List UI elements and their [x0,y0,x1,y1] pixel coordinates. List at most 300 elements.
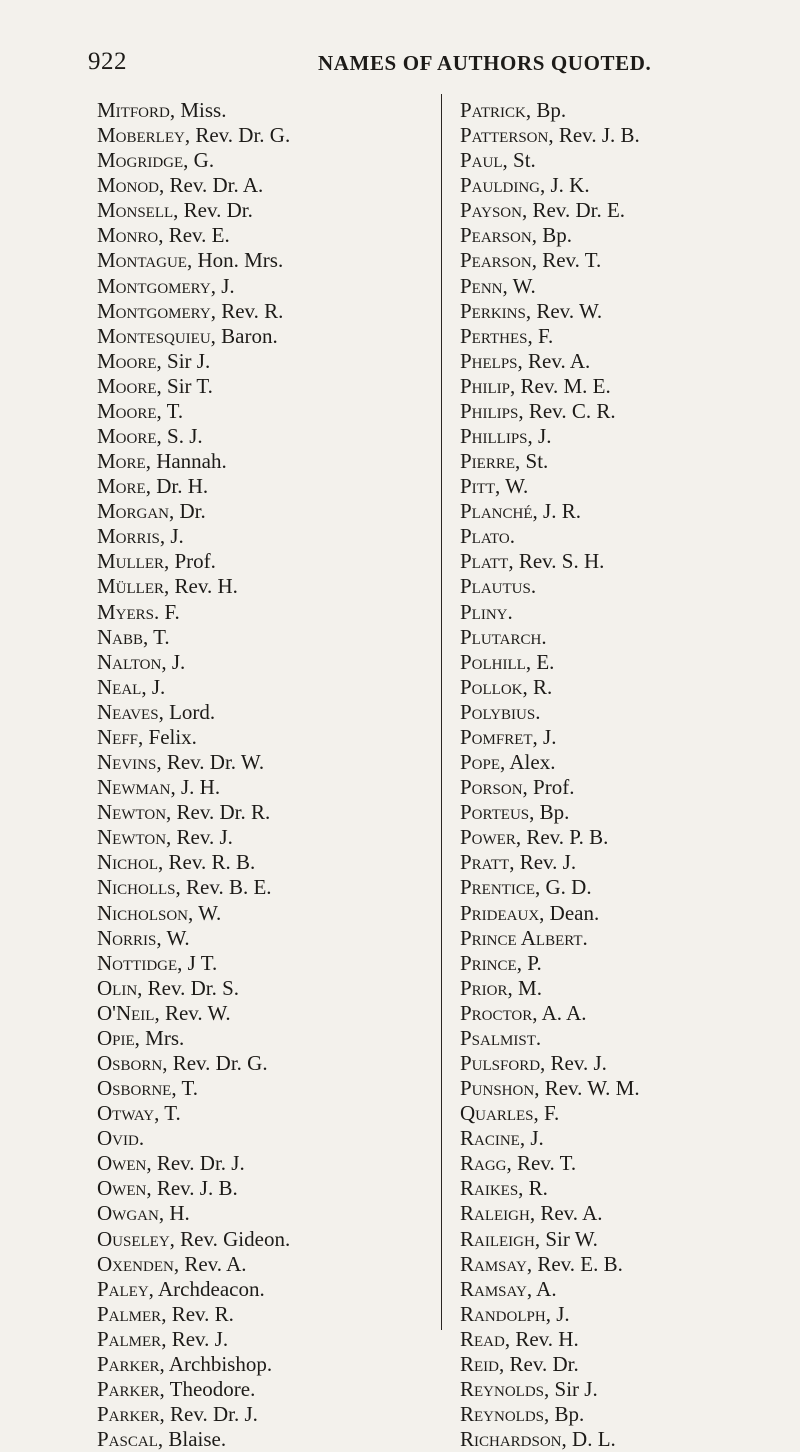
author-entry [460,1051,790,1076]
author-entry [460,825,790,850]
author-surname: Newton [97,800,167,825]
author-entry [460,248,790,273]
author-given-name: , Rev. Dr. W. [156,750,265,775]
author-given-name: , Blaise. [157,1427,227,1452]
author-surname: Polhill [460,649,526,674]
author-given-name: , Miss. [169,98,227,122]
author-given-name: , Rev. Dr. G. [184,123,291,148]
author-surname: Myers [97,599,155,624]
author-entry [97,1277,427,1302]
author-surname: Moberley [97,123,185,148]
author-surname: Osborn [97,1050,163,1075]
author-entry [460,173,790,198]
author-given-name: , Rev. Dr. J. [159,1402,258,1427]
author-given-name: , Rev. W. [154,1000,231,1025]
author-surname: Opie [97,1025,135,1050]
author-surname: Porteus [460,800,530,825]
author-surname: Nicholls [97,875,176,900]
author-entry [460,725,790,750]
author-entry [97,901,427,926]
author-entry [97,474,427,499]
author-surname: Pulsford [460,1050,541,1075]
author-surname: Richardson [460,1427,562,1452]
author-surname: Plato [460,524,510,549]
author-surname: Punshon [460,1076,535,1101]
author-entry [97,399,427,424]
author-given-name: , W. [502,273,536,298]
author-entry [460,1427,790,1452]
author-surname: Philips [460,398,519,423]
author-surname: Moore [97,373,157,398]
author-given-name: , Prof. [164,549,216,574]
author-entry [460,98,790,123]
author-entry [97,1352,427,1377]
author-surname: Power [460,825,516,850]
author-entry [460,625,790,650]
author-given-name: , Lord. [158,699,216,724]
author-given-name: , J T. [177,950,218,975]
author-given-name: , Archdeacon. [148,1276,265,1301]
author-given-name: , J. [141,674,166,699]
author-surname: Pierre [460,449,516,474]
author-surname: Pearson [460,248,532,273]
author-index-right-column [460,98,790,1452]
author-given-name: , W. [188,900,222,925]
author-given-name: . [509,524,515,549]
author-given-name: , Rev. R. [210,298,284,323]
author-entry [460,1201,790,1226]
author-entry [460,1126,790,1151]
author-surname: Morris [97,524,160,549]
author-entry [97,1327,427,1352]
author-entry [460,875,790,900]
author-entry [460,850,790,875]
author-surname: Neaves [97,699,159,724]
author-given-name: , J. H. [170,775,221,800]
author-given-name: , J. K. [540,173,590,198]
author-surname: Perthes [460,323,528,348]
author-entry [460,775,790,800]
author-entry [460,675,790,700]
author-entry [460,800,790,825]
author-surname: Plutarch [460,624,542,649]
author-entry [97,1402,427,1427]
author-given-name: , Rev. A. [529,1201,603,1226]
author-given-name: , F. [527,323,554,348]
author-surname: Ragg [460,1151,507,1176]
author-entry [97,1076,427,1101]
author-entry [97,800,427,825]
author-entry [97,299,427,324]
author-entry [460,1101,790,1126]
author-surname: Patrick [460,98,526,122]
author-surname: Mogridge [97,148,184,173]
author-entry [97,976,427,1001]
author-entry [97,1101,427,1126]
author-entry [97,1051,427,1076]
author-given-name: , J. [159,524,184,549]
author-entry [97,750,427,775]
author-surname: Psalmist [460,1025,536,1050]
author-given-name: , Rev. M. E. [510,373,611,398]
author-given-name: , J. [532,724,557,749]
author-entry [97,951,427,976]
author-entry [460,474,790,499]
author-given-name: , J. [161,649,186,674]
author-entry [460,1402,790,1427]
author-entry [97,374,427,399]
author-surname: Paul [460,148,503,173]
author-given-name: , Bp. [525,98,567,122]
author-entry [460,600,790,625]
author-entry [460,1302,790,1327]
author-surname: Owgan [97,1201,159,1226]
author-given-name: , A. [526,1276,557,1301]
author-entry [460,524,790,549]
author-entry [97,1176,427,1201]
author-given-name: , Dr. H. [145,474,209,499]
author-entry [460,1026,790,1051]
author-entry [460,1252,790,1277]
author-given-name: , Dr. [169,499,206,524]
author-surname: Pascal [97,1427,158,1452]
author-surname: Prentice [460,875,536,900]
author-surname: Prideaux [460,900,540,925]
author-entry [460,1327,790,1352]
author-given-name: , R. [522,674,553,699]
author-surname: Neal [97,674,142,699]
author-given-name: . [535,1025,542,1050]
author-entry [97,875,427,900]
author-surname: Montague [97,248,187,273]
author-surname: Nicholson [97,900,189,925]
author-surname: Newman [97,775,171,800]
author-given-name: , J. [527,424,552,449]
author-given-name: , Sir W. [534,1226,598,1251]
author-surname: Pitt [460,474,495,499]
author-surname: Perkins [460,298,526,323]
author-surname: Penn [460,273,503,298]
author-entry [460,123,790,148]
author-given-name: , Felix. [138,724,197,749]
author-surname: Pollok [460,674,523,699]
author-surname: Moore [97,348,157,373]
author-entry [460,1076,790,1101]
author-entry [97,775,427,800]
author-entry [97,1302,427,1327]
author-surname: Reid [460,1351,499,1376]
author-surname: Montgomery [97,298,211,323]
author-entry [460,449,790,474]
author-given-name: , T. [154,1101,181,1126]
author-surname: Patterson [460,123,549,148]
author-surname: Phelps [460,348,518,373]
author-entry [97,850,427,875]
author-given-name: , A. A. [532,1000,587,1025]
author-surname: Monro [97,223,159,248]
author-surname: Pratt [460,850,510,875]
author-entry [97,449,427,474]
author-surname: Raileigh [460,1226,535,1251]
author-surname: Moore [97,424,157,449]
author-given-name: , St. [502,148,536,173]
author-given-name: , T. [143,624,170,649]
author-given-name: , W. [495,474,529,499]
author-given-name: , Mrs. [134,1025,185,1050]
author-entry [460,1001,790,1026]
author-surname: Pearson [460,223,532,248]
author-given-name: , E. [525,649,555,674]
author-surname: Prior [460,975,508,1000]
author-given-name: , Bp. [544,1402,585,1427]
author-surname: Nevins [97,750,157,775]
author-given-name: , F. [533,1101,560,1126]
author-given-name: , Rev. S. H. [508,549,605,574]
author-entry [97,1427,427,1452]
author-entry [460,574,790,599]
author-given-name: , T. [156,398,184,423]
column-divider [441,94,442,1330]
author-entry [97,625,427,650]
author-surname: Morgan [97,499,170,524]
author-entry [97,600,427,625]
author-surname: Montgomery [97,273,211,298]
page-header [88,48,748,88]
author-entry [97,1126,427,1151]
author-given-name: , Rev. W. M. [534,1076,640,1101]
author-entry [460,499,790,524]
author-given-name: , G. D. [535,875,592,900]
author-entry [97,725,427,750]
author-entry [97,1151,427,1176]
author-surname: Pliny [460,599,508,624]
author-surname: Moore [97,398,157,423]
author-entry [460,1227,790,1252]
author-entry [97,1026,427,1051]
author-given-name: , Rev. Dr. R. [166,800,271,825]
author-given-name: , Rev. C. R. [518,398,616,423]
author-given-name: , W. [156,925,190,950]
author-entry [460,424,790,449]
author-entry [97,926,427,951]
author-given-name: . [541,624,547,649]
author-surname: Newton [97,825,167,850]
author-given-name: , Rev. J. [509,850,577,875]
author-given-name: , Rev. Dr. [499,1351,579,1376]
author-entry [97,1201,427,1226]
author-entry [460,549,790,574]
author-given-name: , Rev. P. B. [515,825,609,850]
author-given-name: , Rev. J. [161,1326,229,1351]
author-given-name: . [530,574,537,599]
author-given-name: , Rev. W. [525,298,603,323]
author-surname: Norris [97,925,157,950]
author-surname: Osborne [97,1076,172,1101]
author-surname: Mitford [97,98,170,122]
author-surname: Parker [97,1402,160,1427]
author-given-name: , Alex. [500,750,556,775]
author-entry [97,98,427,123]
author-index-left-column [97,98,427,1452]
author-given-name: , P. [516,950,542,975]
author-given-name: , Rev. Dr. J. [146,1151,245,1176]
author-entry [97,123,427,148]
author-surname: Prince [460,950,517,975]
author-surname: Paulding [460,173,540,198]
author-surname: Phillips [460,424,528,449]
author-surname: Montesquieu [97,323,211,348]
author-given-name: , Rev. R. [161,1301,234,1326]
author-surname: Nabb [97,624,144,649]
author-surname: Racine [460,1126,520,1151]
author-surname: More [97,449,146,474]
author-entry [97,148,427,173]
author-given-name: , Rev. Dr. S. [137,975,240,1000]
author-given-name: . [582,925,588,950]
author-entry [97,574,427,599]
author-given-name: , Rev. B. E. [175,875,272,900]
author-given-name: , Rev. T. [531,248,602,273]
author-given-name: , Bp. [529,800,570,825]
author-surname: Raikes [460,1176,519,1201]
author-given-name: , Rev. J. [166,825,233,850]
author-surname: Plautus [460,574,531,599]
author-entry [460,1352,790,1377]
author-given-name: , G. [183,148,215,173]
author-entry [460,399,790,424]
author-entry [97,173,427,198]
author-surname: O'Neil [97,1000,155,1025]
author-surname: Palmer [97,1326,162,1351]
author-surname: Neff [97,724,139,749]
author-entry [97,549,427,574]
author-entry [460,951,790,976]
author-surname: Owen [97,1151,147,1176]
author-surname: Prince Albert [460,925,583,950]
author-given-name: , Baron. [210,323,278,348]
author-surname: Nalton [97,649,162,674]
author-surname: Oxenden [97,1251,174,1276]
author-entry [460,223,790,248]
author-entry [97,650,427,675]
author-given-name: , Rev. A. [517,348,591,373]
author-given-name: , Rev. Dr. E. [521,198,626,223]
page-number: 922 [88,48,127,75]
author-surname: Randolph [460,1301,546,1326]
author-entry [460,901,790,926]
author-given-name: , M. [507,975,542,1000]
author-surname: Raleigh [460,1201,530,1226]
author-surname: Ovid [97,1126,139,1151]
author-given-name: , Rev. J. B. [146,1176,238,1201]
author-entry [97,1001,427,1026]
author-entry [460,299,790,324]
author-surname: Palmer [97,1301,162,1326]
author-surname: Otway [97,1101,155,1126]
author-surname: Read [460,1326,505,1351]
author-surname: Ramsay [460,1276,527,1301]
author-entry [97,524,427,549]
author-given-name: , Archbishop. [159,1351,273,1376]
author-surname: Monod [97,173,160,198]
author-entry [97,324,427,349]
author-entry [97,825,427,850]
author-surname: Reynolds [460,1376,545,1401]
author-given-name: , Rev. Dr. [173,198,253,223]
author-given-name: . F. [154,599,180,624]
author-given-name: , J. R. [532,499,581,524]
author-surname: Porson [460,775,523,800]
author-entry [460,650,790,675]
author-entry [97,223,427,248]
author-surname: Olin [97,975,138,1000]
author-surname: Polybius [460,699,536,724]
author-given-name: , Prof. [522,775,575,800]
author-surname: Nottidge [97,950,178,975]
author-entry [460,700,790,725]
author-entry [460,198,790,223]
author-entry [97,349,427,374]
author-given-name: , Theodore. [159,1376,256,1401]
author-given-name: , Dean. [539,900,600,925]
author-entry [97,424,427,449]
author-entry [460,1176,790,1201]
author-entry [97,499,427,524]
author-given-name: , S. J. [156,424,203,449]
author-given-name: , J. [210,273,235,298]
author-given-name: . [535,699,541,724]
author-entry [460,1151,790,1176]
author-entry [460,976,790,1001]
author-entry [97,274,427,299]
author-surname: Quarles [460,1101,534,1126]
author-given-name: , Sir J. [156,348,211,373]
author-given-name: , Rev. J. B. [548,123,640,148]
author-surname: Muller [97,549,164,574]
author-given-name: , Rev. A. [173,1251,247,1276]
author-given-name: , H. [158,1201,190,1226]
author-surname: Paley [97,1276,149,1301]
author-given-name: , Rev. R. B. [158,850,256,875]
author-surname: Payson [460,198,522,223]
author-given-name: , St. [515,449,549,474]
author-entry [460,349,790,374]
author-entry [460,148,790,173]
author-surname: Proctor [460,1000,533,1025]
author-entry [97,675,427,700]
author-surname: More [97,474,146,499]
author-surname: Reynolds [460,1402,545,1427]
author-entry [460,1377,790,1402]
author-surname: Parker [97,1376,160,1401]
running-title: NAMES OF AUTHORS QUOTED. [318,51,652,75]
author-surname: Ouseley [97,1226,170,1251]
author-given-name: , Rev. E. B. [526,1251,623,1276]
author-entry [460,1277,790,1302]
author-surname: Müller [97,574,164,599]
author-given-name: , Rev. Gideon. [169,1226,291,1251]
author-surname: Planché [460,499,533,524]
author-entry [460,374,790,399]
author-given-name: , Hon. Mrs. [186,248,284,273]
author-given-name: . [138,1126,145,1151]
author-surname: Owen [97,1176,147,1201]
author-given-name: , Rev. T. [506,1151,577,1176]
author-given-name: , Rev. Dr. A. [159,173,264,198]
author-entry [460,324,790,349]
author-given-name: , D. L. [561,1427,616,1452]
author-surname: Ramsay [460,1251,527,1276]
